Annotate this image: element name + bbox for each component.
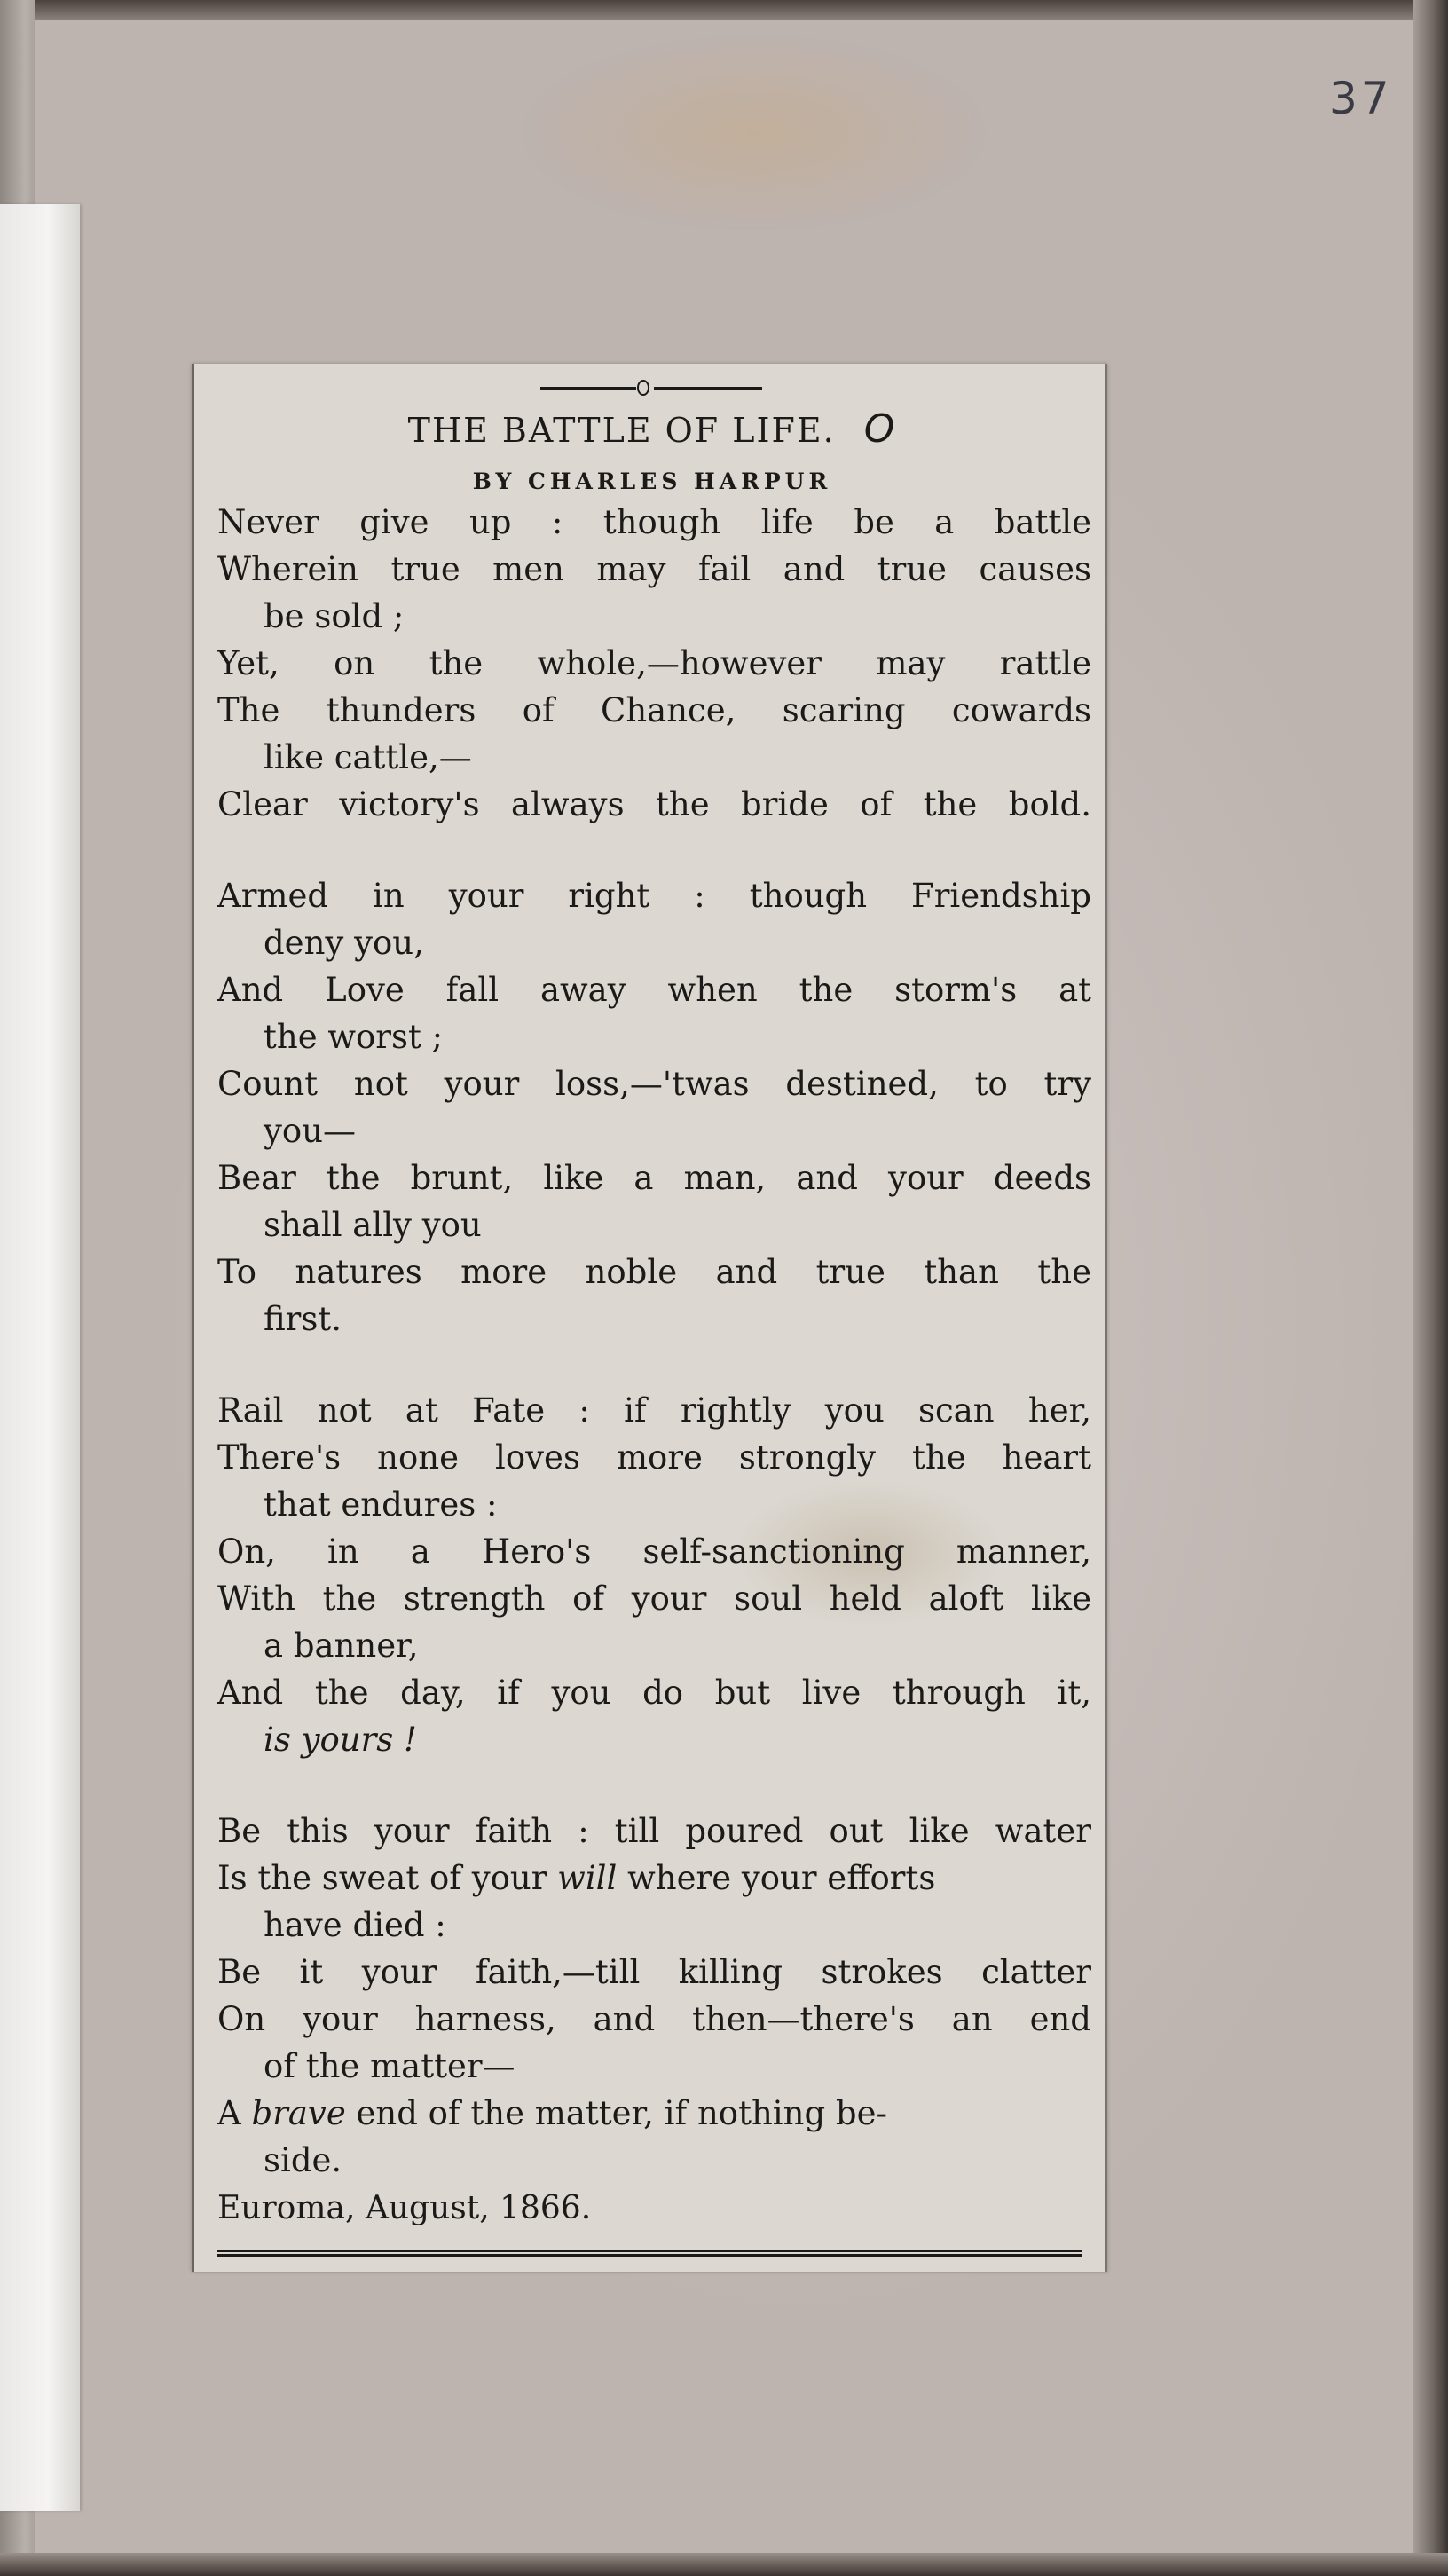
paper-tab	[0, 204, 80, 2511]
poem-line: On your harness, and then—there's an end	[217, 2000, 1091, 2038]
handwritten-mark: O	[863, 406, 897, 452]
poem-line: that endures :	[264, 1485, 498, 1524]
page-number: 37	[1329, 73, 1393, 124]
poem-line: first.	[264, 1300, 342, 1338]
bottom-rule	[217, 2250, 1082, 2257]
poem-line: a banner,	[264, 1627, 419, 1665]
poem-line: Clear victory's always the bride of the bold.	[217, 785, 1091, 823]
poem-line: Armed in your right : though Friendship	[217, 877, 1091, 915]
poem-line: Rail not at Fate : if rightly you scan her,	[217, 1391, 1091, 1430]
page-bottom-edge	[0, 2553, 1448, 2576]
poem-line: you—	[264, 1112, 357, 1150]
line-segment: where your efforts	[627, 1859, 936, 1897]
poem-line	[217, 1716, 1091, 1763]
poem-line: the worst ;	[264, 1018, 444, 1056]
poem-title	[194, 406, 1110, 452]
poem-line: On, in a Hero's self-sanctioning manner,	[217, 1532, 1091, 1571]
title-ornament	[540, 374, 762, 401]
poem-line: With the strength of your soul held aloft like	[217, 1579, 1091, 1618]
page-right-edge	[1413, 0, 1448, 2576]
poem-line: Wherein true men may fail and true causes	[217, 550, 1091, 588]
italic-phrase: is yours !	[264, 1721, 417, 1759]
poem-line: The thunders of Chance, scaring cowards	[217, 691, 1091, 729]
poem-line	[217, 2090, 1091, 2137]
newspaper-clipping	[192, 364, 1107, 2272]
poem-body	[217, 499, 1091, 2184]
poem-line: like cattle,—	[264, 738, 472, 776]
poem-line: of the matter—	[264, 2047, 515, 2085]
poem-line: There's none loves more strongly the heart	[217, 1438, 1091, 1477]
line-segment: end of the matter, if nothing be-	[356, 2094, 887, 2132]
poem-author: BY CHARLES HARPUR	[472, 469, 832, 494]
poem-signoff: Euroma, August, 1866.	[217, 2190, 592, 2226]
poem-line: deny you,	[264, 924, 424, 962]
stanza-gap	[217, 1343, 1091, 1387]
poem-line: be sold ;	[264, 597, 405, 635]
poem-title-text: THE BATTLE OF LIFE.	[407, 411, 836, 450]
poem-line: have died :	[264, 1906, 446, 1944]
ornament-circle	[637, 380, 649, 396]
poem-line: shall ally you	[264, 1206, 482, 1244]
italic-word: brave	[251, 2094, 346, 2132]
poem-line: And the day, if you do but live through it,	[217, 1674, 1091, 1712]
poem-line: Bear the brunt, like a man, and your deeds	[217, 1159, 1091, 1197]
poem-line: Never give up : though life be a battle	[217, 503, 1091, 541]
poem-line: To natures more noble and true than the	[217, 1253, 1091, 1291]
stanza-gap	[217, 828, 1091, 872]
poem-line: And Love fall away when the storm's at	[217, 971, 1091, 1009]
italic-word: will	[557, 1859, 618, 1897]
stanza-gap	[217, 1763, 1091, 1808]
ornament-rule-right	[654, 387, 762, 390]
ornament-rule-left	[540, 387, 636, 390]
poem-line: Be this your faith : till poured out like water	[217, 1812, 1091, 1850]
poem-line: Yet, on the whole,—however may rattle	[217, 644, 1091, 682]
line-segment: Is the sweat of your	[217, 1859, 547, 1897]
line-segment: A	[217, 2094, 241, 2132]
poem-line: Count not your loss,—'twas destined, to try	[217, 1065, 1091, 1103]
poem-line	[217, 1855, 1091, 1902]
poem-line: side.	[264, 2141, 342, 2179]
page-top-edge	[0, 0, 1448, 20]
poem-line: Be it your faith,—till killing strokes clatter	[217, 1953, 1091, 1991]
